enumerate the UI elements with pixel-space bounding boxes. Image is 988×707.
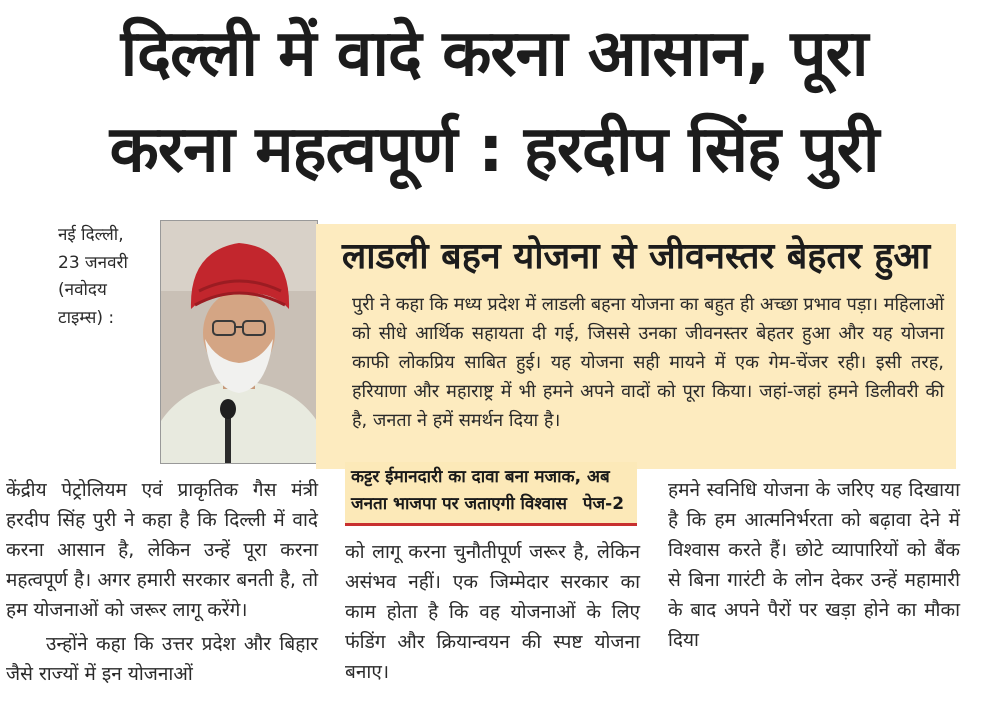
box-title: लाडली बहन योजना से जीवनस्तर बेहतर हुआ (341, 236, 931, 277)
dateline-source-open: (नवोदय (58, 280, 107, 300)
headline-line-1: दिल्ली में वादे करना आसान, पूरा (120, 17, 868, 91)
column-3: हमने स्वनिधि योजना के जरिए यह दिखाया है कि हम आत्मनिर्भरता को बढ़ावा देने में विश्वास करते हैं। छोटे व्यापारियों को बैंक से बिना गारंटी के लोन देकर उन्हें महामारी के बाद अपने पैरों पर खड़ा होने का मौका दिया (668, 479, 960, 651)
teaser-text: कट्टर ईमानदारी का दावा बना मजाक, अब जनता भाजपा पर जताएगी विश्वास (351, 467, 610, 514)
minister-photo (160, 220, 318, 464)
teaser-page: पेज-2 (582, 494, 625, 514)
teaser-link[interactable] (345, 462, 637, 526)
column-1-para-2: उन्होंने कहा कि उत्तर प्रदेश और बिहार जैसे राज्यों में इन योजनाओं (6, 633, 318, 685)
dateline-city: नई दिल्ली, (58, 225, 124, 245)
headline-line-2: करना महत्वपूर्ण : हरदीप सिंह पुरी (109, 113, 879, 187)
portrait-illustration (161, 221, 317, 463)
dateline-source-close: टाइम्स) : (58, 307, 115, 328)
box-text: पुरी ने कहा कि मध्य प्रदेश में लाडली बहना योजना का बहुत ही अच्छा प्रभाव पड़ा। महिलाओं को सीधे आर्थिक सहायता दी गई, जिससे उनका जीवनस्तर बेहतर हुआ और यह योजना काफी लोकप्रिय साबित हुई। यह योजना सही मायने में एक गेम-चेंजर रही। इसी तरह, हरियाणा और महाराष्ट्र में भी हमने अपने वादों को पूरा किया। जहां-जहां हमने डिलीवरी की है, जनता ने हमें समर्थन दिया है। (352, 294, 944, 431)
column-1-lead: केंद्रीय पेट्रोलियम एवं प्राकृतिक गैस मंत्री हरदीप सिंह पुरी ने कहा है कि दिल्ली में वादे करना आसान है, लेकिन उन्हें पूरा करना महत्वपूर्ण है। अगर हमारी सरकार बनती है, तो हम योजनाओं को जरूर लागू करेंगे। (6, 479, 318, 621)
column-1 (6, 475, 318, 689)
dateline-date: 23 जनवरी (58, 252, 128, 273)
dateline (58, 222, 150, 332)
column-2: को लागू करना चुनौतीपूर्ण जरूर है, लेकिन असंभव नहीं। एक जिम्मेदार सरकार का काम होता है कि वह योजनाओं के लिए फंडिंग और क्रियान्वयन की स्पष्ट योजना बनाए। (345, 541, 640, 683)
